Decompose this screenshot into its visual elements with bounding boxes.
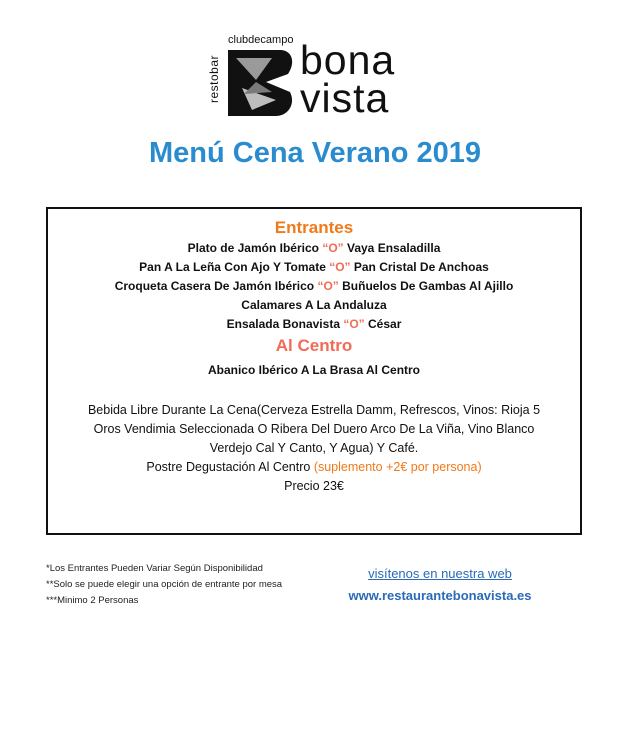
website-url-link[interactable]: www.restaurantebonavista.es [348,588,532,603]
page-title: Menú Cena Verano 2019 [148,137,482,169]
center-heading: Al Centro [275,336,353,355]
website-cta-link[interactable]: visítenos en nuestra web [368,566,512,581]
price: Precio 23€ [284,479,344,493]
footnote: **Solo se puede elegir una opción de entrante por mesa [46,579,283,590]
logo-word-vista: vista [300,75,390,121]
starters-heading: Entrantes [274,218,354,237]
starter-line: Plato de Jamón Ibérico “O” Vaya Ensaladilla [187,241,441,255]
starter-line: Ensalada Bonavista “O” César [226,317,402,331]
restaurant-logo [207,34,424,122]
website-block [330,566,550,603]
starter-line: Pan A La Leña Con Ajo Y Tomate “O” Pan Cristal De Anchoas [139,260,489,274]
drinks-paragraph: Bebida Libre Durante La Cena(Cerveza Estrella Damm, Refrescos, Vinos: Rioja 5 Oros Vendimia Seleccionada O Ribera Del Duero Arco De La Viña, Vino Blanco Verdejo Cal Y Canto, Y Agua) Y Café. Postre Degustación Al Centro (suplemento +2€ por persona) Precio 23€ [64,401,564,496]
starter-line: Calamares A La Andaluza [241,298,387,312]
menu-box [46,207,582,535]
logo-mark-icon [226,48,296,118]
logo-word-bona: bona [300,37,396,83]
footnote: *Los Entrantes Pueden Variar Según Disponibilidad [46,563,263,574]
logo-club-text: clubdecampo [228,34,294,46]
footnotes [46,561,282,609]
logo-side-text: restobar [207,54,222,104]
footnote: ***Minimo 2 Personas [46,595,139,606]
supplement-note: (suplemento +2€ por persona) [313,460,482,474]
starter-line: Croqueta Casera De Jamón Ibérico “O” Buñuelos De Gambas Al Ajillo [114,279,514,293]
center-item: Abanico Ibérico A La Brasa Al Centro [207,363,421,377]
